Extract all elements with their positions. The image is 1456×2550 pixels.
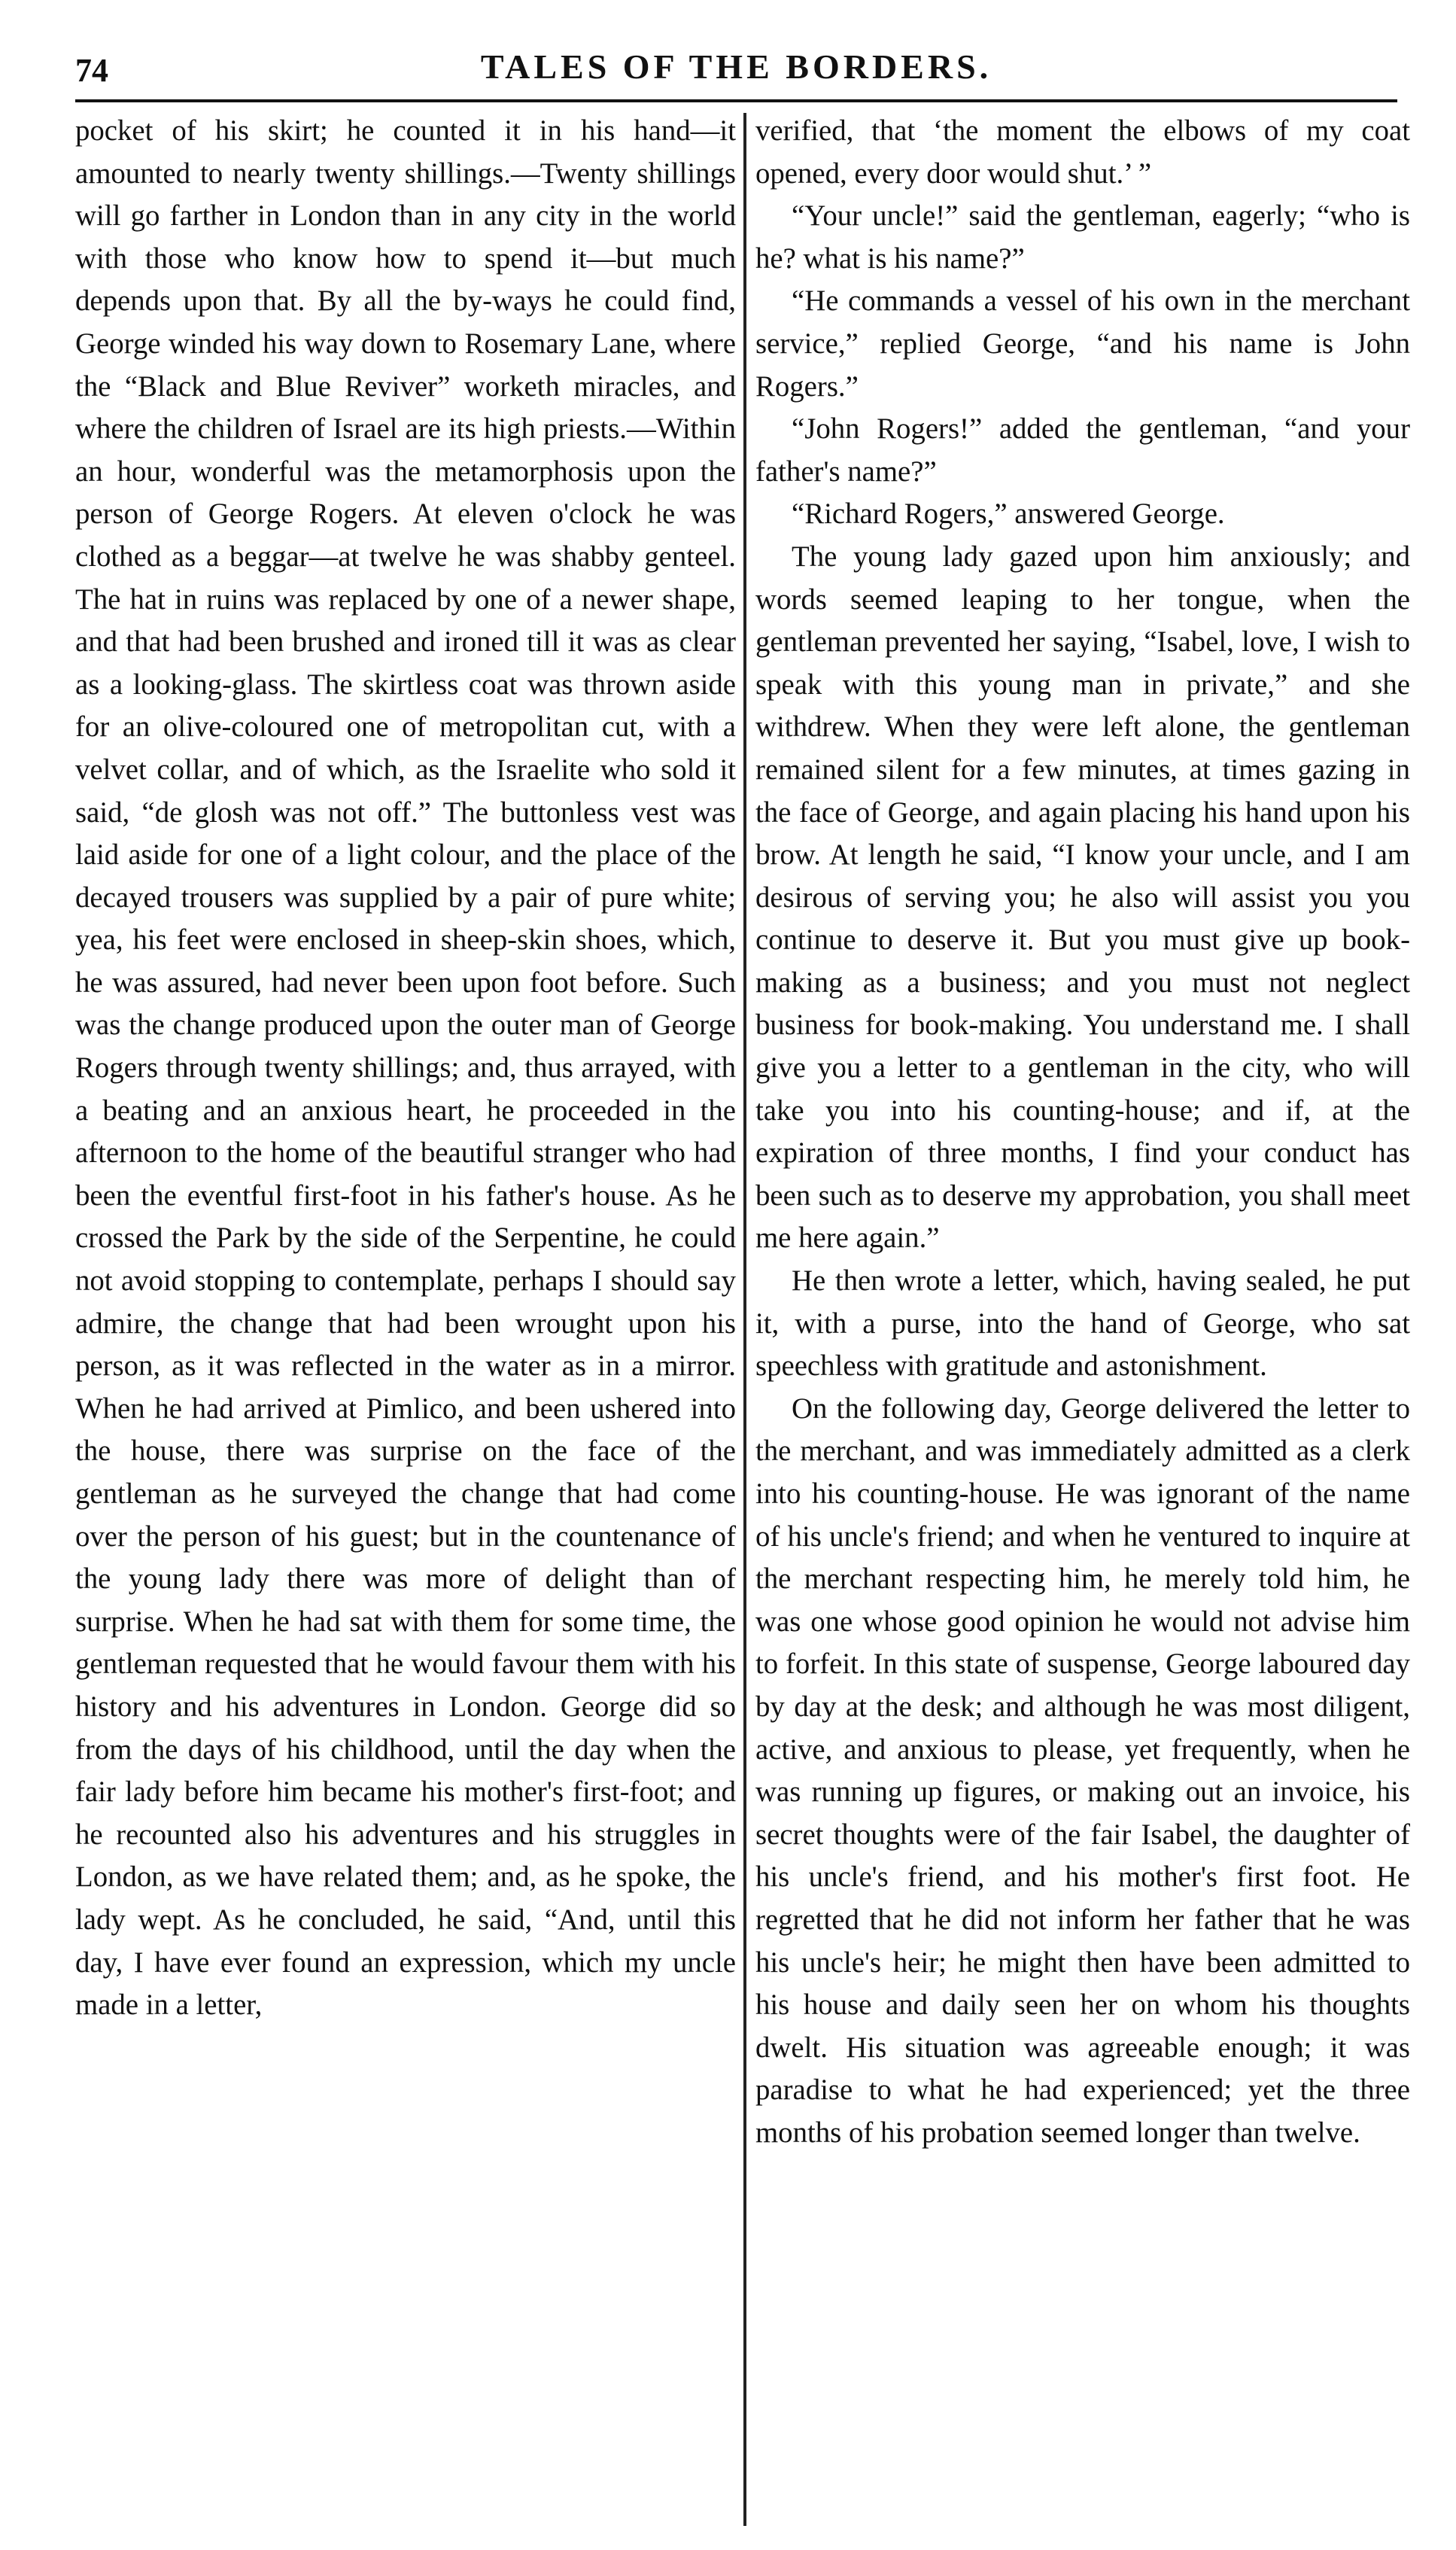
paragraph: “He commands a vessel of his own in the merchant service,” replied George, “and his name is John Rogers.” <box>755 285 1410 403</box>
paragraph: “Your uncle!” said the gentleman, eagerly; “who is he? what is his name?” <box>755 199 1410 275</box>
paragraph: “Richard Rogers,” answered George. <box>792 498 1225 531</box>
left-column <box>75 110 743 2526</box>
paragraph: On the following day, George delivered the letter to the merchant, and was immediately admitted as a clerk into his counting-house. He was ignorant of the name of his uncle's friend; and when he ventured to inquire at the merchant respecting him, he merely told him, he was one whose good opinion he would not advise him to forfeit. In this state of suspense, George laboured day by day at the desk; and although he was most diligent, active, and anxious to please, yet frequently, when he was running up figures, or making out an invoice, his secret thoughts were of the fair Isabel, the daughter of his uncle's friend, and his mother's first foot. He regretted that he did not inform her father that he was his uncle's heir; he might then have been admitted to his house and daily seen her on whom his thoughts dwelt. His situation was agreeable enough; it was paradise to what he had experienced; yet the three months of his probation seemed longer than twelve. <box>755 1392 1410 2149</box>
paragraph: “John Rogers!” added the gentleman, “and your father's name?” <box>755 412 1410 488</box>
right-column <box>746 110 1410 2526</box>
page-header <box>75 47 1397 102</box>
page-number: 74 <box>75 52 108 89</box>
paragraph: The young lady gazed upon him anxiously; and words seemed leaping to her tongue, when the gentleman prevented her saying, “Isabel, love, I wish to speak with this young man in private,” and she withdrew. When they were left alone, the gentleman remained silent for a few minutes, at times gazing in the face of George, and again placing his hand upon his brow. At length he said, “I know your uncle, and I am desirous of serving you; he also will assist you you continue to deserve it. But you must give up book-making as a business; and you must not neglect business for book-making. You understand me. I shall give you a letter to a gentleman in the city, who will take you into his counting-house; and if, at the expiration of three months, I find your conduct has been such as to deserve my approbation, you shall meet me here again.” <box>755 540 1410 1255</box>
text-columns <box>75 110 1420 2526</box>
paragraph: He then wrote a letter, which, having sealed, he put it, with a purse, into the hand of George, who sat speechless with gratitude and astonishment. <box>755 1264 1410 1383</box>
paragraph: pocket of his skirt; he counted it in his hand—it amounted to nearly twenty shillings.—Twenty shillings will go farther in London than in any city in the world with those who know how to spend it—but much depends upon that. By all the by-ways he could find, George winded his way down to Rosemary Lane, where the “Black and Blue Reviver” worketh miracles, and where the children of Israel are its high priests.—Within an hour, wonderful was the metamorphosis upon the person of George Rogers. At eleven o'clock he was clothed as a beggar—at twelve he was shabby genteel. The hat in ruins was replaced by one of a newer shape, and that had been brushed and ironed till it was as clear as a looking-glass. The skirtless coat was thrown aside for an olive-coloured one of metropolitan cut, with a velvet collar, and of which, as the Israelite who sold it said, “de glosh was not off.” The buttonless vest was laid aside for one of a light colour, and the place of the decayed trousers was supplied by a pair of pure white; yea, his feet were enclosed in sheep-skin shoes, which, he was assured, had never been upon foot before. Such was the change produced upon the outer man of George Rogers through twenty shillings; and, thus arrayed, with a beating and an anxious heart, he proceeded in the afternoon to the home of the beautiful stranger who had been the eventful first-foot in his father's house. As he crossed the Park by the side of the Serpentine, he could not avoid stopping to contemplate, perhaps I should say admire, the change that had been wrought upon his person, as it was reflected in the water as in a mirror. When he had arrived at Pimlico, and been ushered into the house, there was surprise on the face of the gentleman as he surveyed the change that had come over the person of his guest; but in the countenance of the young lady there was more of delight than of surprise. When he had sat with them for some time, the gentleman requested that he would favour them with his history and his adventures in London. George did so from the days of his childhood, until the day when the fair lady before him became his mother's first-foot; and he recounted also his adventures and his struggles in London, as we have related them; and, as he spoke, the lady wept. As he concluded, he said, “And, until this day, I have ever found an expression, which my uncle made in a letter, <box>75 114 736 2022</box>
running-title: TALES OF THE BORDERS. <box>480 47 992 86</box>
paragraph: verified, that ‘the moment the elbows of my coat opened, every door would shut.’ ” <box>755 114 1410 190</box>
